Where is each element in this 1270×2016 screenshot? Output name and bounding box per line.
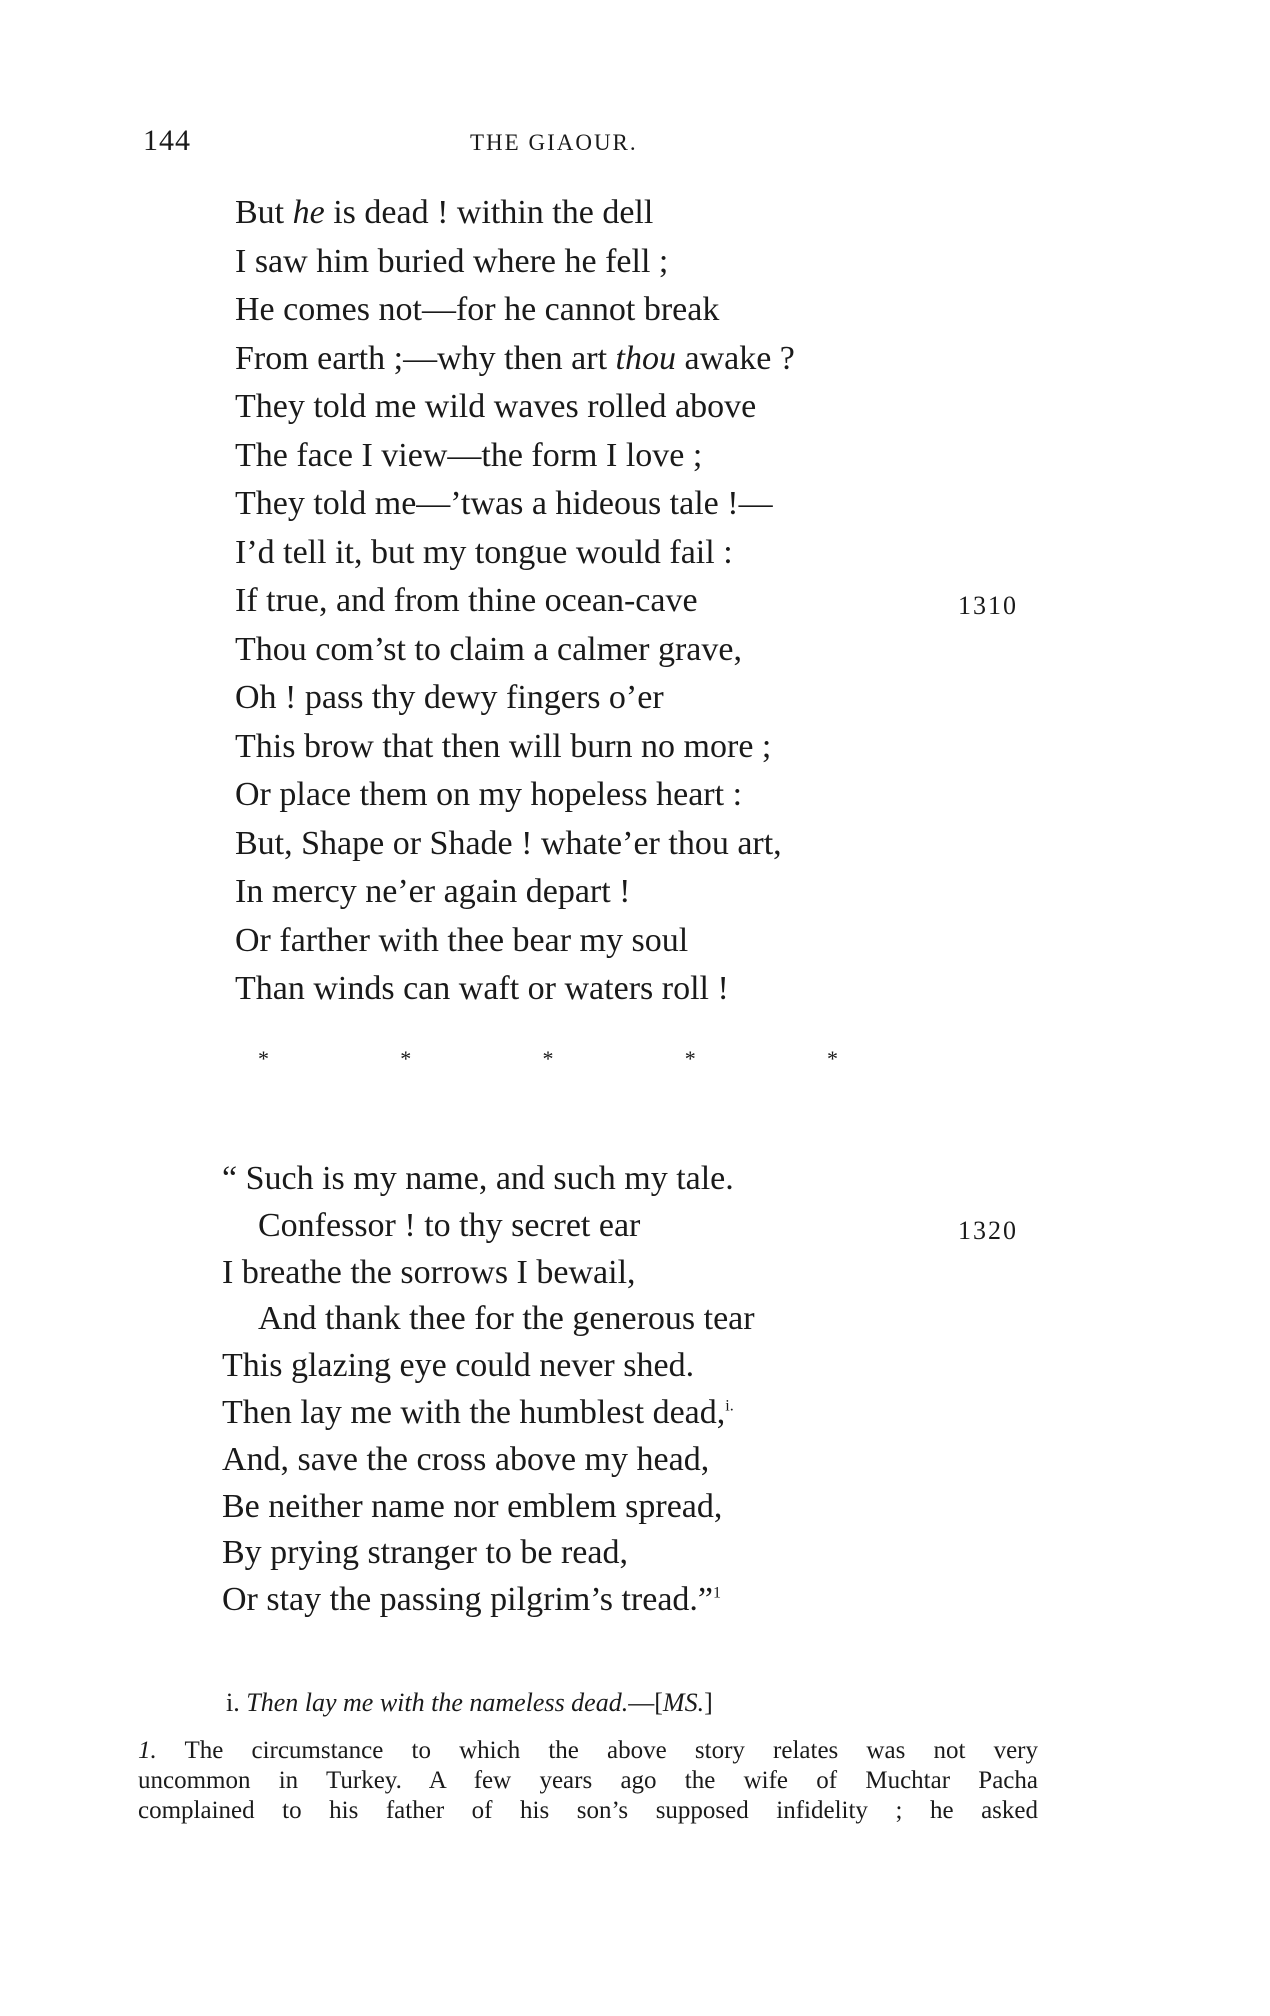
verse-text-end: awake ? <box>675 339 795 377</box>
star: * <box>542 1046 554 1071</box>
verse-line <box>222 1583 721 1617</box>
verse-line <box>235 196 653 230</box>
verse-text: If true, and from thine ocean-cave <box>235 582 698 619</box>
running-title: THE GIAOUR. <box>470 130 638 155</box>
verse-text: Then lay me with the humblest dead, <box>222 1394 726 1431</box>
verse-line <box>222 1396 734 1430</box>
line-number: 1310 <box>958 591 1018 620</box>
verse-text: Thou com’st to claim a calmer grave, <box>235 630 742 668</box>
verse-line <box>235 339 795 377</box>
verse-text: This brow that then will burn no more ; <box>235 727 772 765</box>
footnote-note <box>138 1736 1038 1826</box>
verse-text: From earth ;—why then art <box>235 339 616 377</box>
verse-text-end: is dead ! within the dell <box>324 194 654 231</box>
verse-line <box>235 727 772 765</box>
verse-line <box>235 584 698 618</box>
footnote-reference: 1 <box>713 1584 722 1602</box>
footnote-variant <box>226 1688 713 1718</box>
verse-line <box>235 972 729 1006</box>
verse-text: I saw him buried where he fell ; <box>235 242 669 280</box>
verse-line <box>235 293 719 327</box>
verse-text: Confessor ! to thy secret ear <box>258 1206 641 1244</box>
page-number: 144 <box>143 124 191 157</box>
verse-line <box>222 1349 694 1383</box>
verse-text: Or farther with thee bear my soul <box>235 921 689 959</box>
footnote-line <box>138 1736 1038 1766</box>
footnote-note-marker: 1. <box>138 1737 157 1764</box>
verse-line <box>235 533 733 571</box>
star: * <box>684 1046 696 1071</box>
footnote-line-text: The circumstance to which the above story relates was not very <box>184 1737 1038 1764</box>
verse-line <box>222 1536 628 1570</box>
line-number: 1320 <box>958 1215 1018 1245</box>
verse-text: But, Shape or Shade ! whate’er thou art, <box>235 824 782 862</box>
verse-line <box>235 681 664 715</box>
verse-line <box>258 1302 755 1336</box>
footnote-variant-marker: i. <box>226 1688 240 1717</box>
verse-line <box>235 630 742 668</box>
verse-text: And, save the cross above my head, <box>222 1440 710 1478</box>
verse-line <box>222 1162 734 1196</box>
verse-text: But <box>235 194 293 231</box>
verse-text: Be neither name nor emblem spread, <box>222 1487 723 1525</box>
footnote-variant-dash: —[ <box>628 1688 663 1717</box>
footnote-reference: i. <box>725 1397 734 1415</box>
footnote-line: uncommon in Turkey. A few years ago the wife of Muchtar Pacha <box>138 1767 1038 1794</box>
verse-line <box>235 921 689 959</box>
verse-line <box>258 1206 641 1244</box>
star: * <box>400 1046 412 1071</box>
verse-line <box>222 1440 710 1478</box>
verse-text: Oh ! pass thy dewy fingers o’er <box>235 679 664 716</box>
verse-line <box>222 1487 723 1525</box>
verse-text: Or place them on my hopeless heart : <box>235 776 743 813</box>
verse-text: This glazing eye could never shed. <box>222 1347 695 1385</box>
verse-text: Than winds can waft or waters roll ! <box>235 970 729 1007</box>
verse-text: He comes not—for he cannot break <box>235 291 720 328</box>
verse-line <box>235 436 703 474</box>
verse-line <box>235 824 782 862</box>
star: * <box>827 1046 838 1071</box>
verse-text: They told me—’twas a hideous tale !— <box>235 485 773 522</box>
verse-text: By prying stranger to be read, <box>222 1534 628 1572</box>
verse-text: I breathe the sorrows I bewail, <box>222 1253 636 1291</box>
verse-text: The face I view—the form I love ; <box>235 436 703 474</box>
verse-line <box>235 875 631 909</box>
footnote-variant-ms: MS. <box>662 1688 705 1717</box>
verse-line <box>235 487 773 521</box>
verse-line <box>222 1253 636 1291</box>
verse-line <box>235 390 756 424</box>
footnote-variant-close: ] <box>704 1688 713 1717</box>
verse-text: “ Such is my name, and such my tale. <box>222 1160 734 1197</box>
verse-text: They told me wild waves rolled above <box>235 388 757 425</box>
section-break-stars <box>258 1046 838 1072</box>
verse-text: Or stay the passing pilgrim’s tread.” <box>222 1581 714 1619</box>
verse-line <box>235 778 742 812</box>
verse-text: I’d tell it, but my tongue would fail : <box>235 533 733 571</box>
verse-line <box>235 242 669 280</box>
verse-text: And thank thee for the generous tear <box>258 1300 755 1338</box>
footnote-line: complained to his father of his son’s supposed infidelity ; he asked <box>138 1797 1038 1824</box>
verse-text: In mercy ne’er again depart ! <box>235 873 631 910</box>
verse-emphasis: he <box>292 194 325 231</box>
footnote-variant-text: Then lay me with the nameless dead. <box>246 1688 629 1717</box>
star: * <box>258 1046 269 1071</box>
verse-emphasis: thou <box>615 339 676 377</box>
